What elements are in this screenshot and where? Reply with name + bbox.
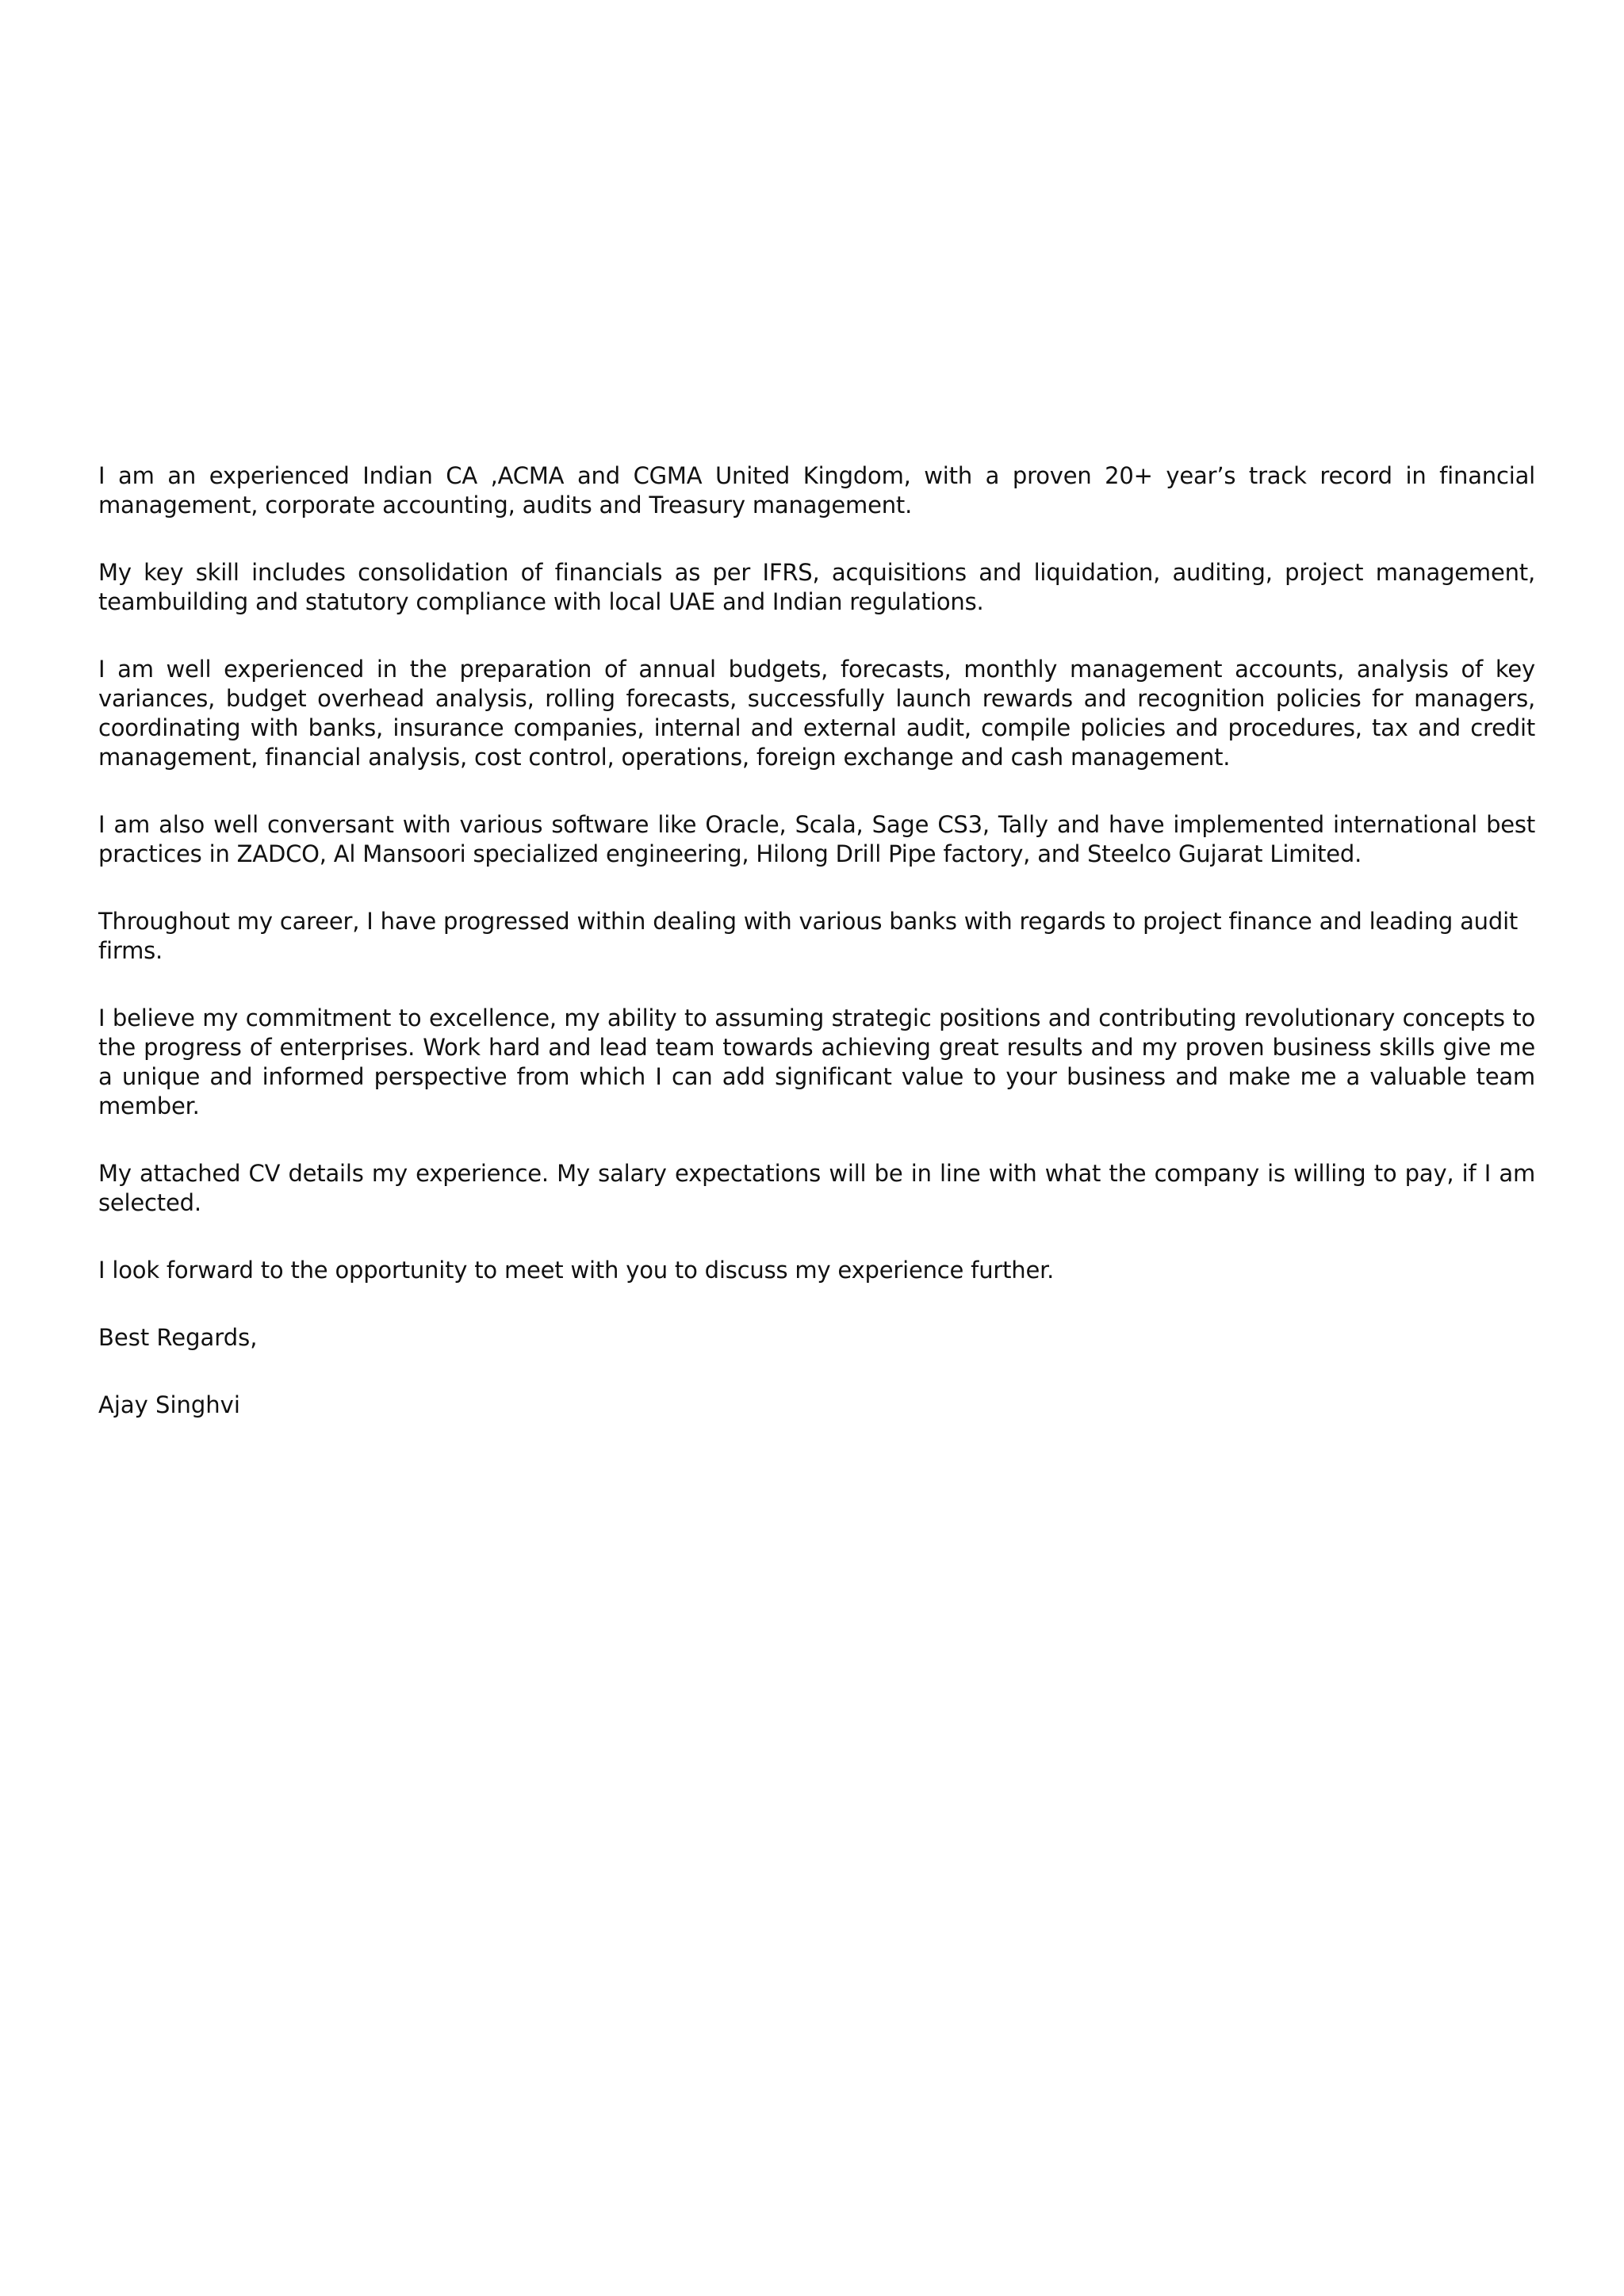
signature-name: Ajay Singhvi (98, 1391, 240, 1418)
cover-letter-body (98, 461, 1535, 1420)
paragraph-software: I am also well conversant with various software like Oracle, Scala, Sage CS3, Tally and have implemented international best practices in ZADCO, Al Mansoori specialized engineering, Hilong Drill Pipe factory, and Steelco Gujarat Limited. (98, 811, 1535, 867)
paragraph-salary: My attached CV details my experience. My salary expectations will be in line with what the company is willing to pay, if I am selected. (98, 1160, 1535, 1216)
paragraph-career: Throughout my career, I have progressed within dealing with various banks with regards to project finance and leading audit firms. (98, 908, 1519, 964)
closing-salutation: Best Regards, (98, 1324, 258, 1351)
paragraph-key-skills: My key skill includes consolidation of financials as per IFRS, acquisitions and liquidation, auditing, project management, teambuilding and statutory compliance with local UAE and Indian regulations. (98, 559, 1535, 615)
paragraph-qualifications: I am an experienced Indian CA ,ACMA and CGMA United Kingdom, with a proven 20+ year’s track record in financial management, corporate accounting, audits and Treasury management. (98, 462, 1535, 519)
paragraph-commitment: I believe my commitment to excellence, my ability to assuming strategic positions and contributing revolutionary concepts to the progress of enterprises. Work hard and lead team towards achieving great results and my proven business skills give me a unique and informed perspective from which I can add significant value to your business and make me a valuable team member. (98, 1004, 1535, 1119)
paragraph-experience: I am well experienced in the preparation of annual budgets, forecasts, monthly management accounts, analysis of key variances, budget overhead analysis, rolling forecasts, successfully launch rewards and recognition policies for managers, coordinating with banks, insurance companies, internal and external audit, compile policies and procedures, tax and credit management, financial analysis, cost control, operations, foreign exchange and cash management. (98, 656, 1535, 771)
paragraph-closing-remark: I look forward to the opportunity to meet with you to discuss my experience further. (98, 1257, 1055, 1284)
